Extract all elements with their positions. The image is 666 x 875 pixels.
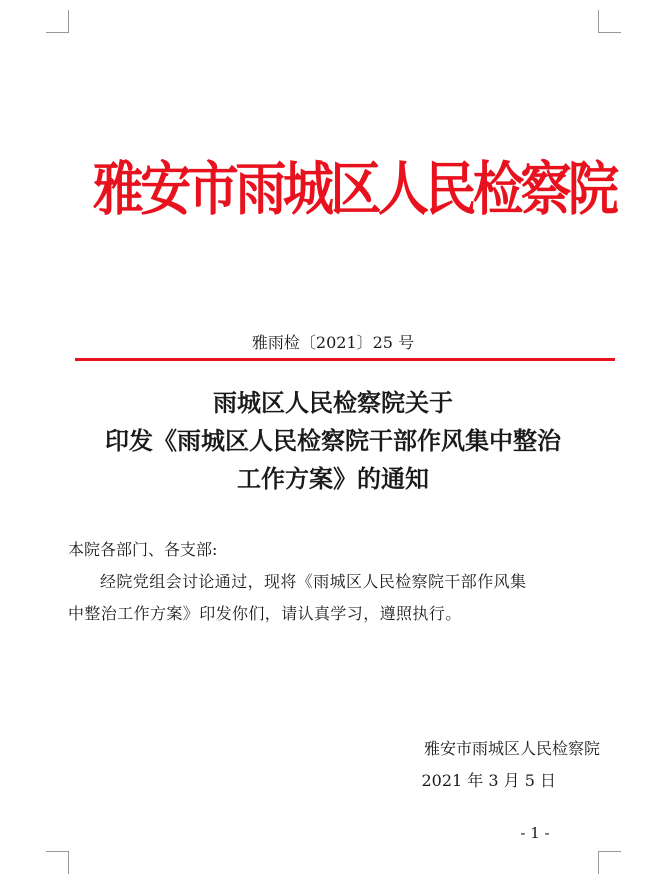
signature-organization: 雅安市雨城区人民检察院 — [423, 739, 600, 758]
signature-date: 2021 年 3 月 5 日 — [421, 771, 556, 790]
crop-mark-bottom-left — [46, 851, 69, 874]
title-line-2: 印发《雨城区人民检察院干部作风集中整治 — [105, 426, 561, 455]
body-paragraph — [68, 566, 598, 630]
title-line-3: 工作方案》的通知 — [237, 464, 429, 493]
document-title — [40, 384, 626, 498]
red-separator-line — [75, 358, 615, 361]
body-line-1: 经院党组会讨论通过，现将《雨城区人民检察院干部作风集 — [100, 572, 527, 591]
salutation: 本院各部门、各支部: — [68, 540, 218, 559]
page-number: - 1 - — [520, 824, 550, 842]
organization-header: 雅安市雨城区人民检察院 — [92, 157, 616, 222]
document-number: 雅雨检〔2021〕25 号 — [251, 333, 415, 352]
body-line-2: 中整治工作方案》印发你们，请认真学习，遵照执行。 — [68, 604, 462, 623]
title-line-1: 雨城区人民检察院关于 — [213, 388, 453, 417]
crop-mark-top-right — [598, 10, 621, 33]
crop-mark-top-left — [46, 10, 69, 33]
crop-mark-bottom-right — [598, 851, 621, 874]
